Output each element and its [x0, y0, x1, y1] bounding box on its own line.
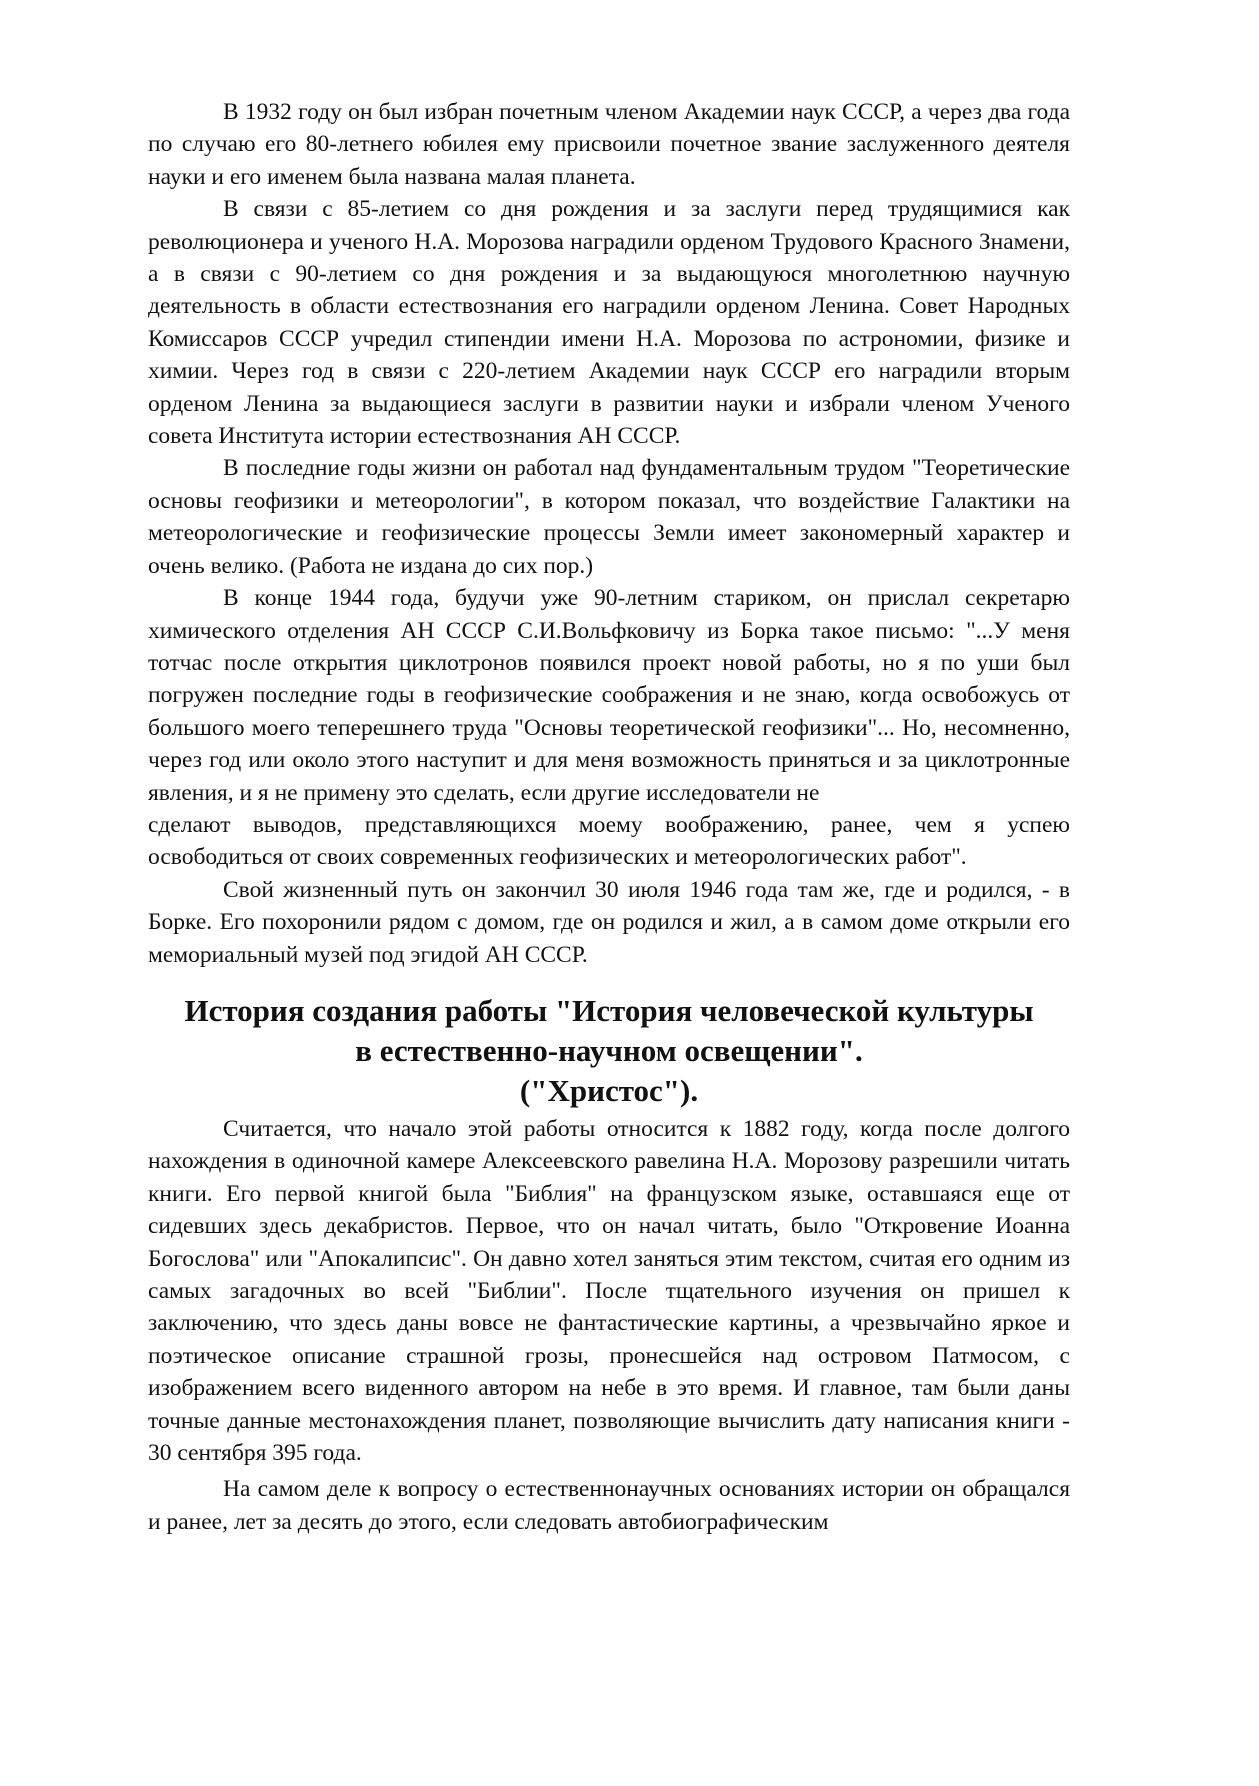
paragraph-last-years: В последние годы жизни он работал над фундаментальным трудом "Теоретические основы геофизики и метеорологии", в котором показал, что воздействие Галактики на метеорологические и геофизические процессы Земли имеет закономерный характер и очень велико. (Работа не издана до сих пор.): [148, 455, 1070, 579]
paragraph-earlier-interest: На самом деле к вопросу о естественнонаучных основаниях истории он обращался и ранее, лет за десять до этого, если следовать автобиографическим: [148, 1476, 1070, 1535]
paragraph-letter-continuation: сделают выводов, представляющихся моему воображению, ранее, чем я успею освободиться от своих современных геофизических и метеорологических работ".: [148, 811, 1070, 871]
paragraph-awards: В связи с 85-летием со дня рождения и за заслуги перед трудящимися как революционера и ученого Н.А. Морозова наградили орденом Трудового Красного Знамени, а в связи с 90-летием со дня рождения и за выдающуюся многолетнюю научную деятельность в области естествознания его наградили орденом Ленина. Совет Народных Комиссаров СССР учредил стипендии имени Н.А. Морозова по астрономии, физике и химии. Через год в связи с 220-летием Академии наук СССР его наградили вторым орденом Ленина за выдающиеся заслуги в развитии науки и избрали членом Ученого совета Института истории естествознания АН СССР.: [148, 196, 1070, 450]
document-page: [148, 96, 1070, 1538]
heading-line-3: ("Христос").: [519, 1072, 699, 1108]
paragraph-death: Свой жизненный путь он закончил 30 июля 1946 года там же, где и родился, - в Борке. Его похоронили рядом с домом, где он родился и жил, а в самом доме открыли его мемориальный музей под эгидой АН СССР.: [148, 876, 1070, 968]
paragraph-origin: Считается, что начало этой работы относится к 1882 году, когда после долгого нахождения в одиночной камере Алексеевского равелина Н.А. Морозову разрешили читать книги. Его первой книгой была "Библия" на французском языке, оставшаяся еще от сидевших здесь декабристов. Первое, что он начал читать, было "Откровение Иоанна Богослова" или "Апокалипсис". Он давно хотел заняться этим текстом, считая его одним из самых загадочных во всей "Библии". После тщательного изучения он пришел к заключению, что здесь даны вовсе не фантастические картины, а чрезвычайно яркое и поэтическое описание страшной грозы, пронесшейся над островом Патмосом, с изображением всего виденного автором на небе в это время. И главное, там были даны точные данные местонахождения планет, позволяющие вычислить дату написания книги - 30 сентября 395 года.: [148, 1115, 1070, 1467]
section-heading: [148, 991, 1070, 1111]
paragraph-academy-membership: В 1932 году он был избран почетным членом Академии наук СССР, а через два года по случаю его 80-летнего юбилея ему присвоили почетное звание заслуженного деятеля науки и его именем была названа малая планета.: [148, 99, 1070, 190]
paragraph-letter: В конце 1944 года, будучи уже 90-летним стариком, он прислал секретарю химического отделения АН СССР С.И.Вольфковичу из Борка такое письмо: "...У меня тотчас после открытия циклотронов появился проект новой работы, но я по уши был погружен последние годы в геофизические соображения и не знаю, когда освобожусь от большого моего теперешнего труда "Основы теоретической геофизики"... Но, несомненно, через год или около этого наступит и для меня возможность приняться и за циклотронные явления, и я не примену это сделать, если другие исследователи не: [148, 585, 1070, 806]
heading-line-1: История создания работы "История человеческой культуры: [184, 992, 1034, 1028]
heading-line-2: в естественно-научном освещении".: [355, 1032, 863, 1068]
